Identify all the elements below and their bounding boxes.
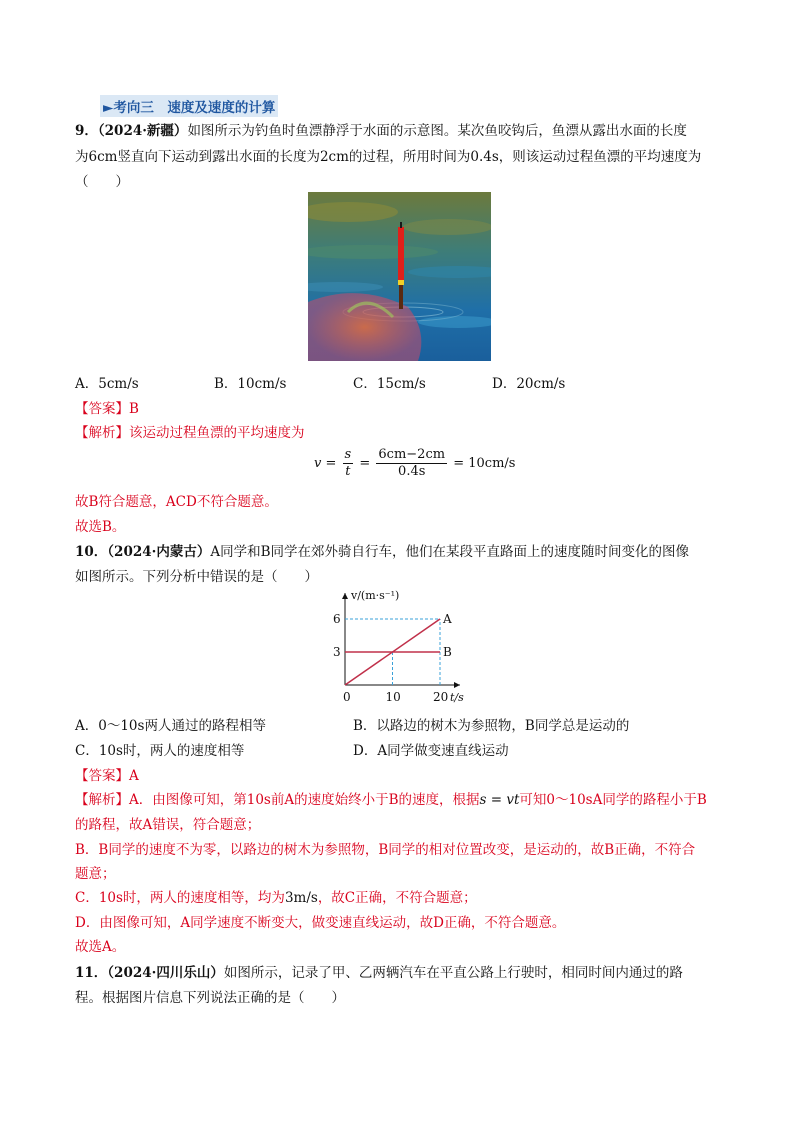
question-9-line1: [75, 119, 687, 139]
q9-conclusion2: 故选B。: [75, 519, 126, 535]
analysis-a-text1: A．由图像可知，第10s前A的速度始终小于B的速度，根据: [129, 792, 480, 808]
analysis-a-text2: 可知0～10sA同学的路程小于B: [519, 792, 707, 808]
q10-analysis-b1: B．B同学的速度不为零，以路边的树木为参照物，B同学的相对位置改变，是运动的，故B正确，不符合: [75, 842, 696, 858]
analysis-a-formula: s = vt: [479, 792, 520, 808]
analysis-label: 【解析】: [75, 425, 129, 441]
analysis-c-value: 3m/s: [284, 890, 318, 906]
question-source: （2024·四川乐山）: [107, 965, 224, 981]
x-axis-label: t/s: [450, 691, 464, 704]
y-axis-arrow: [342, 593, 348, 599]
q9-option-b: B．10cm/s: [214, 376, 287, 392]
formula-frac1: [343, 447, 354, 480]
q10-option-d: D．A同学做变速直线运动: [353, 743, 509, 759]
question-9-line3: （ ）: [75, 174, 129, 190]
q9-option-c: C．15cm/s: [353, 376, 426, 392]
question-9-line2: 为6cm竖直向下运动到露出水面的长度为2cm的过程，所用时间为0.4s，则该运动过程鱼漂的平均速度为: [75, 149, 702, 165]
q10-analysis-a1: [75, 788, 707, 808]
y-tick-label: 6: [333, 612, 341, 626]
analysis-label: 【解析】: [75, 792, 129, 808]
formula-t: t: [345, 464, 351, 479]
q9-formula: [314, 447, 515, 483]
question-number: 9．: [75, 123, 98, 139]
q10-analysis-b2: 题意；: [75, 866, 116, 882]
q9-conclusion1: 故B符合题意，ACD不符合题意。: [75, 494, 278, 510]
formula-eq3: =: [453, 456, 465, 471]
q10-analysis-d: D．由图像可知，A同学速度不断变大，做变速直线运动，故D正确，不符合题意。: [75, 915, 566, 931]
question-text: 如图所示，记录了甲、乙两辆汽车在平直公路上行驶时，相同时间内通过的路: [223, 965, 683, 981]
question-source: （2024·新疆）: [97, 123, 188, 139]
section-header: ►考向三 速度及速度的计算: [100, 95, 278, 117]
q9-analysis: [75, 421, 305, 441]
y-tick-label: 3: [333, 645, 341, 659]
analysis-c-text2: ，故C正确，不符合题意；: [317, 890, 477, 906]
fishing-float-photo: [308, 192, 491, 361]
fishing-float-image: [308, 192, 491, 361]
q10-analysis-c: [75, 886, 477, 906]
analysis-text: 该运动过程鱼漂的平均速度为: [129, 425, 305, 441]
x-tick-label: 20: [433, 690, 449, 704]
q10-conclusion: 故选A。: [75, 939, 126, 955]
q9-answer: 【答案】B: [75, 401, 139, 417]
formula-v: v: [314, 456, 322, 471]
question-text: A同学和B同学在郊外骑自行车，他们在某段平直路面上的速度随时间变化的图像: [210, 544, 689, 560]
series-label-B: B: [443, 645, 452, 659]
q10-option-a: A．0～10s两人通过的路程相等: [75, 718, 266, 734]
formula-denominator: 0.4s: [398, 464, 426, 479]
x-tick-label: 10: [385, 690, 401, 704]
question-10-line2: 如图所示。下列分析中错误的是（ ）: [75, 569, 318, 585]
y-axis-label: v/(m·s⁻¹): [351, 589, 400, 602]
formula-frac2: [376, 447, 447, 480]
question-number: 10．: [75, 544, 108, 560]
formula-eq1: =: [325, 456, 337, 471]
q9-option-a: A．5cm/s: [75, 376, 139, 392]
q10-option-b: B．以路边的树木为参照物，B同学总是运动的: [353, 718, 630, 734]
formula-eq2: =: [359, 456, 371, 471]
formula-result: 10cm/s: [468, 456, 516, 471]
origin-label: 0: [343, 690, 351, 704]
question-10-line1: [75, 540, 689, 560]
series-label-A: A: [443, 612, 452, 626]
q10-option-c: C．10s时，两人的速度相等: [75, 743, 245, 759]
formula-s: s: [344, 447, 352, 462]
q9-option-d: D．20cm/s: [492, 376, 566, 392]
question-11-line1: [75, 961, 683, 981]
question-11-line2: 程。根据图片信息下列说法正确的是（ ）: [75, 990, 345, 1006]
formula-numerator: 6cm−2cm: [378, 447, 446, 462]
q10-answer: 【答案】A: [75, 768, 139, 784]
x-axis-arrow: [454, 682, 460, 688]
question-text: 如图所示为钓鱼时鱼漂静浮于水面的示意图。某次鱼咬钩后，鱼漂从露出水面的长度: [187, 123, 687, 139]
question-number: 11．: [75, 965, 108, 981]
analysis-c-text1: C．10s时，两人的速度相等，均为: [75, 890, 285, 906]
velocity-time-chart: [315, 583, 485, 705]
question-source: （2024·内蒙古）: [107, 544, 211, 560]
q10-analysis-a2: 的路程，故A错误，符合题意；: [75, 817, 261, 833]
